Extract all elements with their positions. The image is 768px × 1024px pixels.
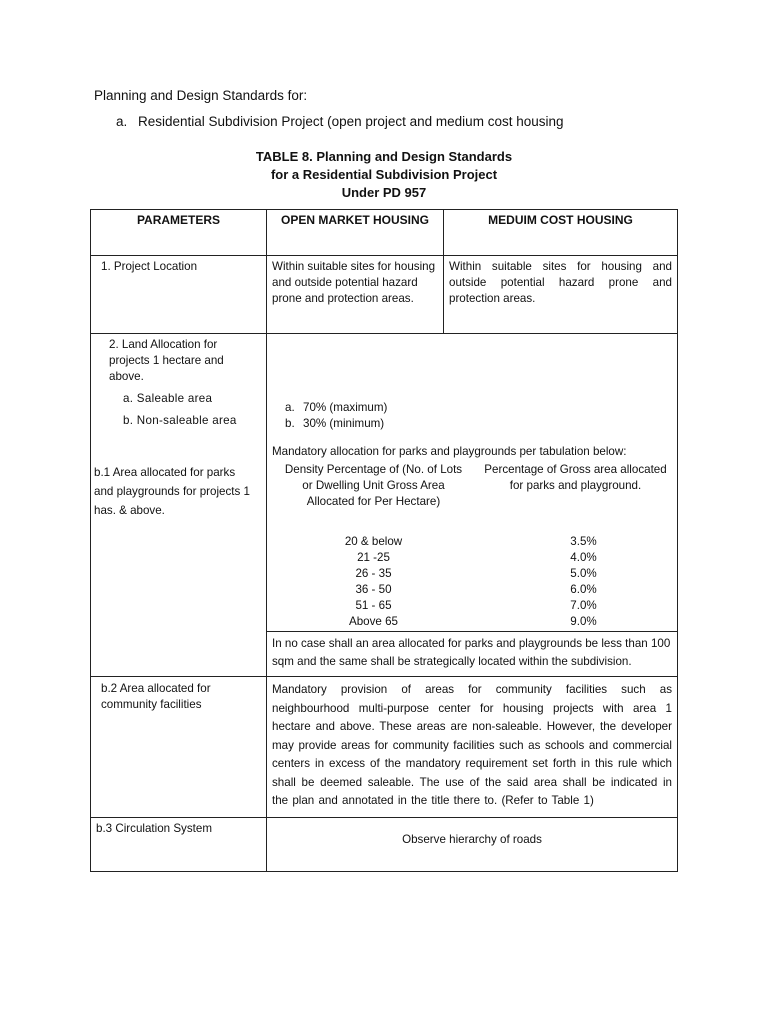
density-rows (267, 534, 677, 631)
percent-value: 7.0% (570, 599, 597, 612)
density-value: 26 - 35 (355, 567, 392, 580)
parks-playgrounds-param: b.1 Area allocated for parks and playgrounds for projects 1 has. & above. (94, 466, 250, 517)
community-facilities-text: Mandatory provision of areas for community facilities such as neighbourhood multi-purpose center for housing projects with area 1 hectare and above. These areas are non-saleable. However, the developer may provide areas for community facilities such as schools and commercial centers in excess of the mandatory requirement set forth in this rule which shall be deemed saleable. The use of the said area shall be indicated in the plan and annotated in the title there to. (Refer to Table 1) (267, 677, 678, 818)
saleable-key: a. (285, 401, 295, 414)
open-market-project-location: Within suitable sites for housing and outside potential hazard prone and protection areas. (267, 256, 444, 334)
table-caption-line2: for a Residential Subdivision Project (270, 167, 498, 182)
density-row (267, 534, 677, 550)
density-row (267, 566, 677, 582)
param-land-allocation (91, 334, 267, 677)
density-row (267, 598, 677, 614)
parks-minimum-note: In no case shall an area allocated for parks and playgrounds be less than 100 sqm and the same shall be strategically located within the subdivision. (267, 631, 677, 676)
density-value: Above 65 (349, 615, 398, 628)
intro-item-number: a. (116, 114, 128, 129)
density-value: 51 - 65 (355, 599, 392, 612)
intro-heading: Planning and Design Standards for: (94, 88, 308, 103)
mandatory-allocation: Mandatory allocation for parks and playgrounds per tabulation below: (272, 445, 627, 458)
land-allocation-title: 2. Land Allocation for projects 1 hectare and above. (109, 338, 224, 383)
table-caption-line3: Under PD 957 (341, 185, 427, 200)
density-row (267, 550, 677, 566)
intro-item-text: Residential Subdivision Project (open project and medium cost housing (138, 114, 564, 129)
land-allocation-values (267, 334, 678, 677)
density-row (267, 582, 677, 598)
percent-value: 4.0% (570, 551, 597, 564)
table-row-project-location (91, 256, 678, 334)
non-saleable-value: 30% (minimum) (303, 417, 385, 430)
param-circulation-system: b.3 Circulation System (91, 817, 267, 871)
density-column-header: Density Percentage of (No. of Lots or Dwelling Unit Gross Area Allocated for Per Hectare) (284, 463, 463, 508)
circulation-system-text: Observe hierarchy of roads (267, 817, 678, 871)
header-medium-cost: MEDUIM COST HOUSING (444, 210, 678, 256)
header-open-market: OPEN MARKET HOUSING (267, 210, 444, 256)
saleable-value-line (285, 400, 677, 416)
density-row (267, 614, 677, 630)
saleable-value: 70% (maximum) (303, 401, 388, 414)
standards-table (90, 209, 678, 872)
density-value: 21 -25 (357, 551, 390, 564)
param-project-location: 1. Project Location (91, 256, 267, 334)
percent-value: 9.0% (570, 615, 597, 628)
density-value: 20 & below (344, 535, 403, 548)
table-caption (90, 148, 678, 202)
percent-value: 5.0% (570, 567, 597, 580)
non-saleable-area-label: b. Non-saleable area (123, 414, 237, 427)
density-value: 36 - 50 (355, 583, 392, 596)
table-header-row (91, 210, 678, 256)
medium-cost-project-location: Within suitable sites for housing and outside potential hazard prone and protection areas. (444, 256, 678, 334)
table-row-circulation-system (91, 817, 678, 871)
table-caption-line1: TABLE 8. Planning and Design Standards (255, 149, 513, 164)
percent-value: 6.0% (570, 583, 597, 596)
land-allocation-list (285, 400, 677, 432)
table-row-land-allocation (91, 334, 678, 677)
saleable-area-label: a. Saleable area (123, 392, 213, 405)
non-saleable-value-line (285, 416, 677, 432)
percentage-column-header: Percentage of Gross area allocated for parks and playground. (484, 463, 667, 492)
non-saleable-key: b. (285, 417, 295, 430)
table-row-community-facilities (91, 677, 678, 818)
density-table-header (267, 462, 677, 510)
param-community-facilities: b.2 Area allocated for community facilities (91, 677, 267, 818)
percent-value: 3.5% (570, 535, 597, 548)
header-parameters: PARAMETERS (91, 210, 267, 256)
intro-item-a (116, 114, 564, 129)
